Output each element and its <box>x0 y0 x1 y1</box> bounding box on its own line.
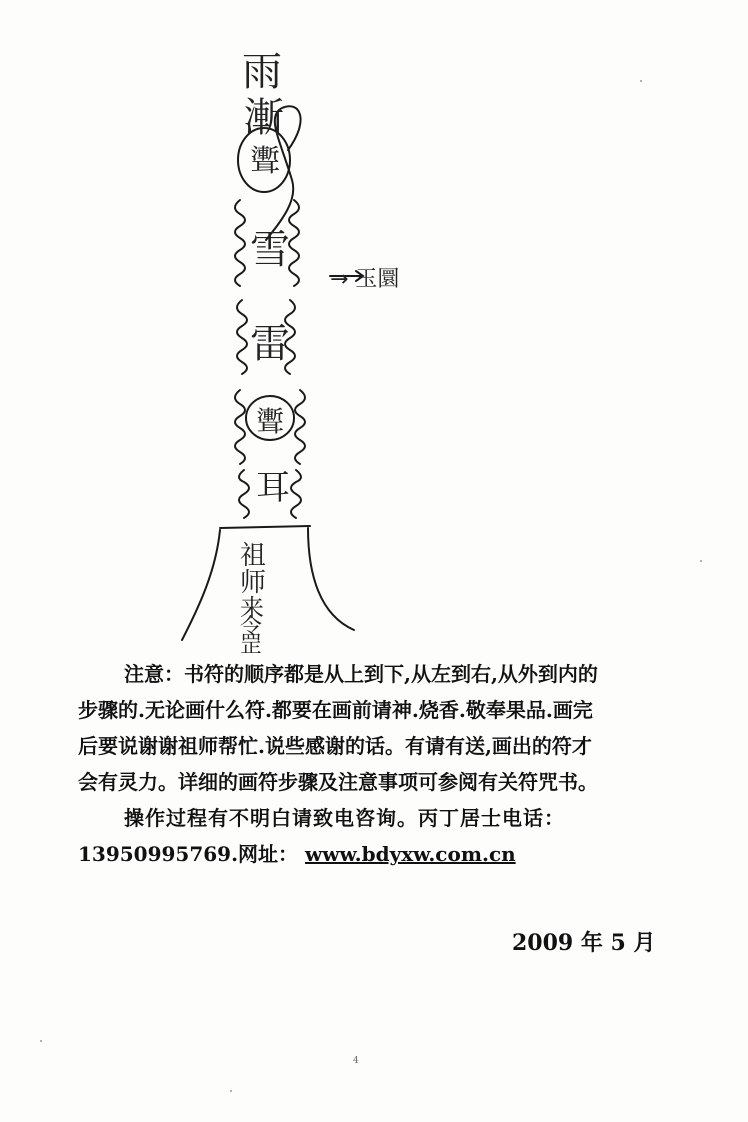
talisman-char-ear-lower: 聻 <box>256 405 285 438</box>
talisman-strokes <box>170 30 430 650</box>
website-link[interactable]: www.bdyxw.com.cn <box>305 842 516 866</box>
talisman-drawing <box>170 30 430 658</box>
page-number: 4 <box>353 1056 359 1066</box>
phone-number: 13950995769. <box>78 842 239 866</box>
notice-line-1: 注意：书符的顺序都是从上到下,从左到右,从外到内的 <box>124 662 598 686</box>
notice-line-3: 后要说谢谢祖师帮忙.说些感谢的话。有请有送,画出的符才 <box>78 734 592 758</box>
notice-text <box>78 656 668 872</box>
talisman-base-char-5: 罡 <box>240 633 263 658</box>
talisman-char-snow: 雪 <box>250 227 290 273</box>
document-date: 2009 年 5 月 <box>512 930 656 956</box>
talisman-char-rain: 雨 <box>242 49 282 95</box>
talisman-base-char-4: 令 <box>240 615 263 640</box>
talisman-annotation: → 玉圜 <box>330 267 400 292</box>
talisman-char-thunder: 雷 <box>250 321 290 367</box>
talisman-char-er: 耳 <box>256 468 290 508</box>
notice-line-5: 操作过程有不明白请致电咨询。丙丁居士电话： <box>124 806 565 830</box>
notice-line-4: 会有灵力。详细的画符步骤及注意事项可参阅有关符咒书。 <box>78 770 598 794</box>
contact-line <box>78 836 668 872</box>
talisman-base-char-1: 祖 <box>240 541 267 571</box>
scan-speck <box>40 1040 42 1042</box>
talisman-char-ear-circled: 聻 <box>250 144 280 179</box>
scan-speck <box>230 1090 232 1092</box>
talisman-base-char-3: 来 <box>240 594 264 622</box>
website-label: 网址： <box>238 842 299 866</box>
notice-line-2: 步骤的.无论画什么符.都要在画前请神.烧香.敬奉果品.画完 <box>78 698 593 722</box>
scan-speck <box>700 560 702 562</box>
scan-speck <box>640 80 642 82</box>
talisman-base-char-2: 师 <box>240 568 267 598</box>
talisman-char-jian: 漸 <box>244 95 284 141</box>
